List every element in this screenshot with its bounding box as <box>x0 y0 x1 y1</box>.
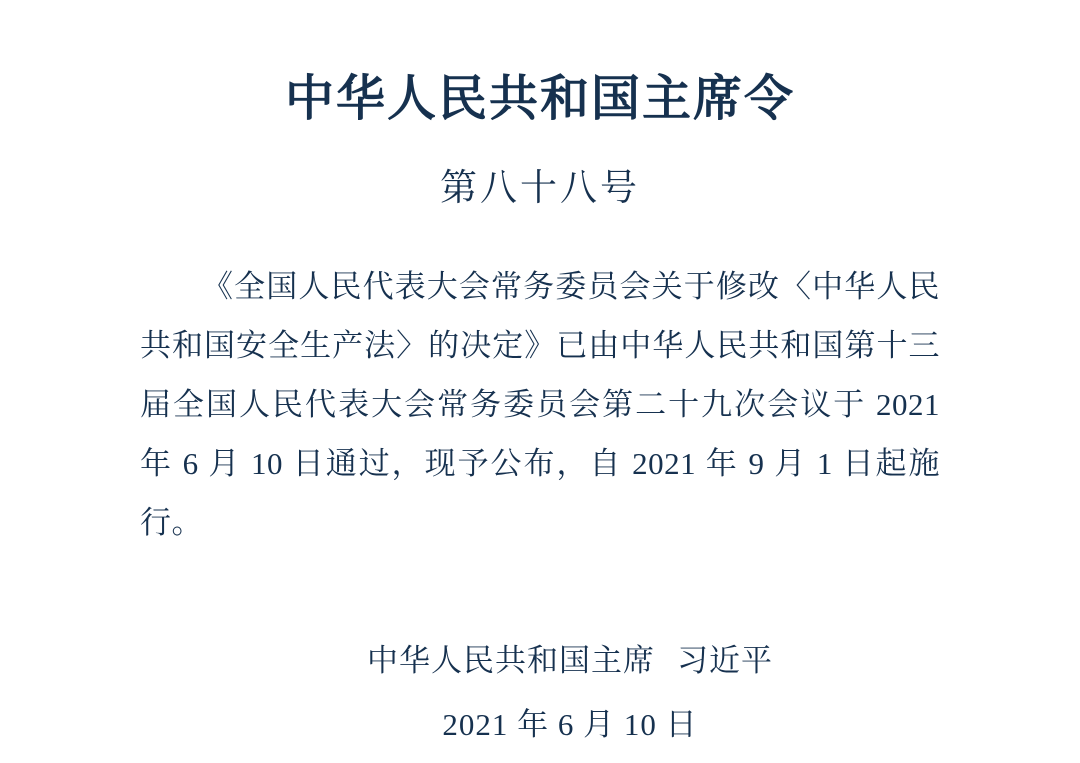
signature-date: 2021 年 6 月 10 日 <box>442 707 698 743</box>
decree-number: 第八十八号 <box>440 167 640 209</box>
signer-office: 中华人民共和国主席 <box>367 643 655 679</box>
page-title: 中华人民共和国主席令 <box>284 72 795 126</box>
signature-block <box>140 552 940 746</box>
document-body <box>140 211 940 552</box>
signer-line <box>140 640 940 682</box>
signer-name: 习近平 <box>677 643 773 679</box>
body-paragraph: 《全国人民代表大会常务委员会关于修改〈中华人民共和国安全生产法〉的决定》已由中华人民共和国第十三届全国人民代表大会常务委员会第二十九次会议于 2021 年 6 月 10 日通过，现予公布，自 2021 年 9 月 1 日起施行。 <box>140 269 940 541</box>
